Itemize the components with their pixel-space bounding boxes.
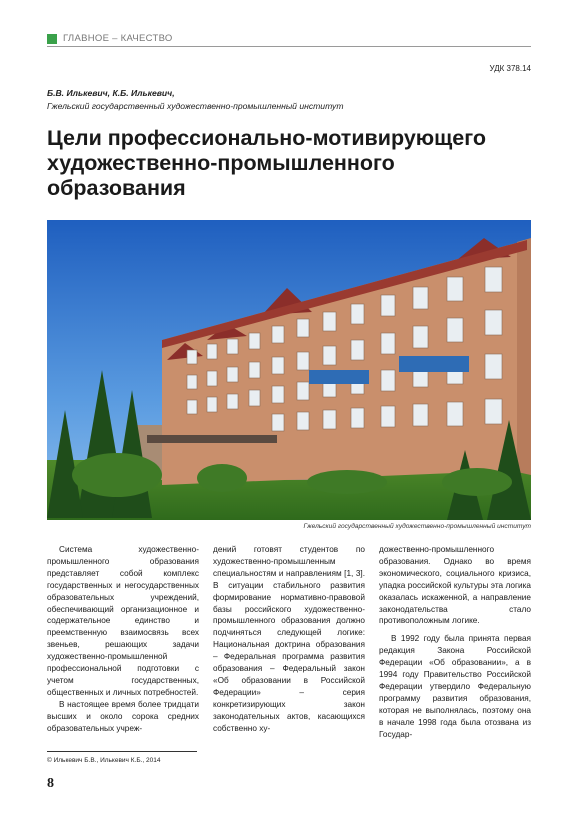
header-rule <box>47 46 531 47</box>
text-column-1 <box>47 544 199 735</box>
title-line: образования <box>47 176 186 200</box>
author-affiliation: Гжельский государственный художественно-промышленный институт <box>47 101 344 111</box>
title-line: художественно-промышленного <box>47 151 395 175</box>
udk-code: УДК 378.14 <box>489 64 531 73</box>
paragraph: В настоящее время более тридцати высших и около сорока средних образовательных учреж- <box>47 699 199 733</box>
copyright-footnote: © Илькевич Б.В., Илькевич К.Б., 2014 <box>47 757 161 764</box>
institute-building-photo <box>47 220 531 520</box>
paragraph: Система художественно-промышленного образования представляет собой комплекс государственных и негосударственных образовательных учреждений, обеспечивающий организационное и содержательное единство и преемственную взаимосвязь всех звеньев, решающих задачи художественно-промышленной профессиональной подготовки с учетом государственных, общественных и личных потребностей. <box>47 545 199 697</box>
text-column-3 <box>379 544 531 741</box>
text-column-2 <box>213 544 365 735</box>
paragraph: дений готовят студентов по художественно-промышленным специальностям и направлениям [1, 3]. В ситуации стабильного развития формирование нормативно-правовой базы российского художественно-промышленного образования должно подчиняться следующей логике: Национальная доктрина образования – Федеральная программа развития образования – Федеральный закон «Об образовании в Российской Федерации» – серия конкретизирующих закон законодательных актов, касающихся собственно ху- <box>213 545 365 733</box>
page-number: 8 <box>47 776 54 791</box>
section-marker <box>47 34 57 44</box>
paragraph: дожественно-промышленного образования. Однако во время экономического, социального кризиса, упадка российской культуры эта логика оказалась искаженной, а направление законодательства стало противоположным логике. <box>379 545 531 626</box>
article-title <box>47 126 537 201</box>
footnote-rule <box>47 751 197 752</box>
paragraph: В 1992 году была принята первая редакция Закона Российской Федерации «Об образовании», а в 1994 году Правительство Российской Федерации утвердило Федеральную программу развития образования, которая не выполнялась, поэтому она в начале 1998 года была отозвана из Государ- <box>379 634 531 739</box>
section-header <box>47 34 531 46</box>
title-line: Цели профессионально-мотивирующего <box>47 126 487 150</box>
photo-caption: Гжельский государственный художественно-промышленный институт <box>303 523 531 530</box>
article-authors: Б.В. Илькевич, К.Б. Илькевич, <box>47 88 175 98</box>
section-label: ГЛАВНОЕ – КАЧЕСТВО <box>63 33 173 44</box>
